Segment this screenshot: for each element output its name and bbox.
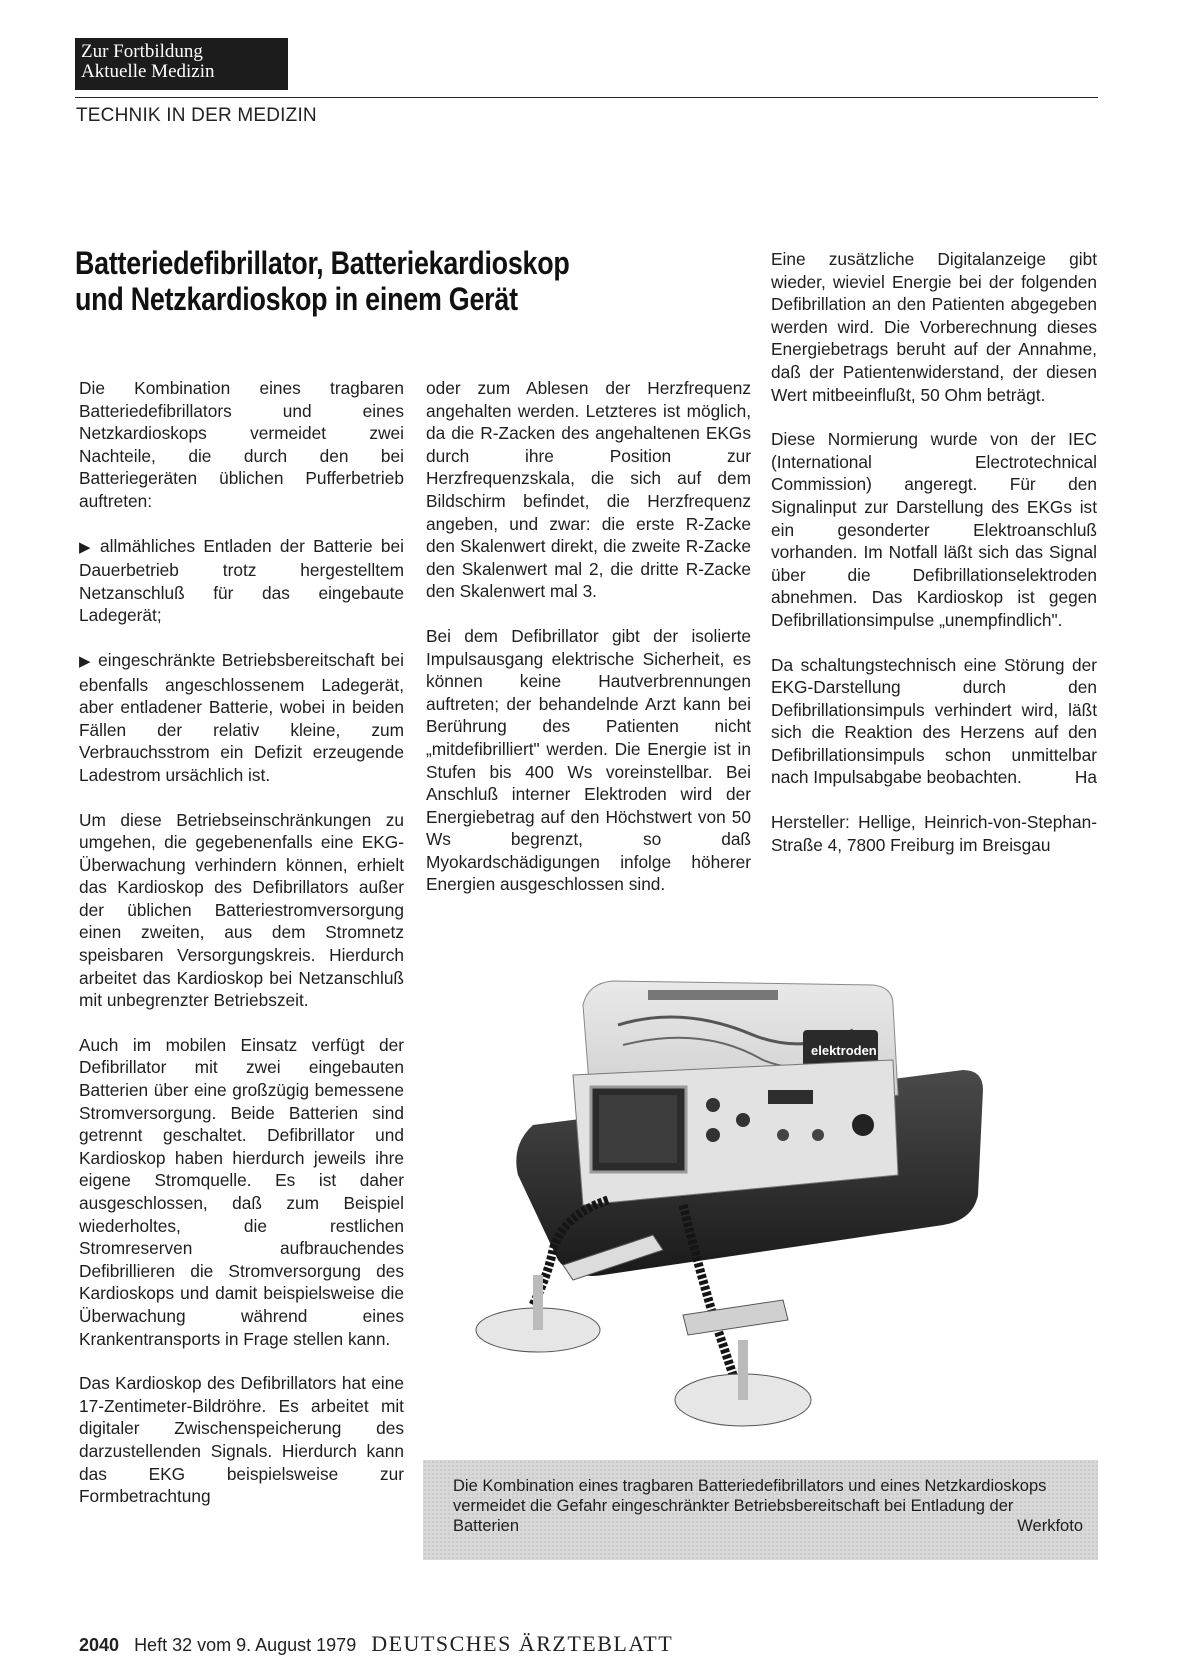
page-number: 2040 bbox=[79, 1635, 120, 1655]
column-2 bbox=[426, 377, 751, 896]
title-line2: und Netzkardioskop in einem Gerät bbox=[75, 281, 518, 317]
article-title bbox=[75, 245, 596, 317]
electrode-pack-label: elektroden bbox=[811, 1043, 877, 1058]
column-1 bbox=[79, 377, 404, 1508]
device-photo bbox=[423, 975, 1098, 1458]
bullet-text-2: eingeschränkte Betriebsbereitschaft bei ebenfalls angeschlossenem Ladegerät, aber entladener Batterie, wobei in beiden Fällen der relativ kleine, zum Verbrauchsstrom ein Defizit erzeugende Ladestrom ursächlich ist. bbox=[79, 649, 404, 785]
rubric: TECHNIK IN DER MEDIZIN bbox=[76, 105, 317, 126]
title-line1: Batteriedefibrillator, Batteriekardioskop bbox=[75, 245, 570, 281]
column-3 bbox=[771, 248, 1097, 856]
photo-credit: Werkfoto bbox=[1017, 1517, 1083, 1535]
bullet-text-1: allmähliches Entladen der Batterie bei Dauerbetrieb trotz hergestelltem Netzanschluß für das eingebaute Ladegerät; bbox=[79, 535, 404, 626]
manufacturer-note: Hersteller: Hellige, Heinrich-von-Stephan-Straße 4, 7800 Freiburg im Breisgau bbox=[771, 812, 1097, 855]
author-signature: Ha bbox=[1074, 767, 1097, 788]
journal-name: DEUTSCHES ÄRZTEBLATT bbox=[371, 1631, 674, 1656]
intro-paragraph: Die Kombination eines tragbaren Batteriedefibrillators und eines Netzkardioskops vermeidet zwei Nachteile, die durch den bei Batteriegeräten üblichen Pufferbetrieb auftreten: bbox=[79, 378, 404, 511]
paragraph: Auch im mobilen Einsatz verfügt der Defibrillator mit zwei eingebauten Batterien über eine großzügig bemessene Stromversorgung. Beide Batterien sind getrennt geschaltet. Defibrillator und Kardioskop haben hierdurch jeweils ihre eigene Stromquelle. Es ist daher ausgeschlossen, daß zum Beispiel wiederholtes, die restlichen Stromreserven aufbrauchendes Defibrillieren die Stromversorgung des Kardioskops und damit beispielsweise die Überwachung während eines Krankentransports in Frage stellen kann. bbox=[79, 1034, 404, 1349]
triangle-bullet-icon: ▶ bbox=[79, 652, 93, 670]
caption-text: Die Kombination eines tragbaren Batteriedefibrillators und eines Netzkardioskops vermeidet die Gefahr eingeschränkter Betriebsbereitschaft bei Entladung der Batterien bbox=[453, 1477, 1047, 1535]
issue-info: Heft 32 vom 9. August 1979 bbox=[134, 1635, 357, 1655]
paragraph: Das Kardioskop des Defibrillators hat eine 17-Zentimeter-Bildröhre. Es arbeitet mit digitaler Zwischenspeicherung des darzustellenden Signals. Hierdurch kann das EKG beispielsweise zur Formbetrachtung bbox=[79, 1373, 404, 1507]
paragraph: Bei dem Defibrillator gibt der isolierte Impulsausgang elektrische Sicherheit, es können keine Hautverbrennungen auftreten; der behandelnde Arzt kann bei Berührung des Patienten nicht „mitdefibrilliert" werden. Die Energie ist in Stufen bis 400 Ws voreinstellbar. Bei Anschluß interner Elektroden wird der Energiebetrag auf den Höchstwert von 50 Ws begrenzt, so daß Myokardschädigungen infolge höherer Energien ausgeschlossen sind. bbox=[426, 625, 751, 895]
section-label-box bbox=[75, 38, 288, 90]
page-footer bbox=[79, 1631, 673, 1657]
paragraph bbox=[771, 654, 1097, 790]
paragraph-text: Da schaltungstechnisch eine Störung der EKG-Darstellung durch den Defibrillationsimpuls verhindert wird, läßt sich die Reaktion des Herzens auf den Defibrillationsimpuls schon unmittelbar nach Impulsabgabe beobachten. bbox=[771, 654, 1097, 788]
header-rule bbox=[75, 97, 1098, 98]
paragraph: Diese Normierung wurde von der IEC (International Electrotechnical Commission) angeregt. Für den Signalinput zur Darstellung des EKGs ist ein gesonderter Elektroanschluß vorhanden. Im Notfall läßt sich das Signal über die Defibrillationselektroden abnehmen. Das Kardioskop ist gegen Defibrillationsimpulse „unempfindlich". bbox=[771, 429, 1097, 630]
bullet-item-2 bbox=[79, 649, 404, 787]
paragraph: Um diese Betriebseinschränkungen zu umgehen, die gegebenenfalls eine EKG-Überwachung verhindern können, erhielt das Kardioskop des Defibrillators außer der üblichen Batteriestromversorgung einen zweiten, aus dem Stromnetz speisbaren Versorgungskreis. Hierdurch arbeitet das Kardioskop bei Netzanschluß mit unbegrenzter Betriebszeit. bbox=[79, 809, 404, 1011]
bullet-item-1 bbox=[79, 535, 404, 627]
section-label-line1: Zur Fortbildung bbox=[81, 41, 203, 62]
paragraph: oder zum Ablesen der Herzfrequenz angehalten werden. Letzteres ist möglich, da die R-Zacken des angehaltenen EKGs durch ihre Position zur Herzfrequenzskala, die sich auf dem Bildschirm befindet, die Herzfrequenz angeben, und zwar: die erste R-Zacke den Skalenwert direkt, die zweite R-Zacke den Skalenwert mal 2, die dritte R-Zacke den Skalenwert mal 3. bbox=[426, 378, 751, 602]
defibrillator-illustration bbox=[423, 975, 1098, 1458]
triangle-bullet-icon: ▶ bbox=[79, 538, 95, 556]
figure-caption bbox=[453, 1476, 1083, 1536]
paragraph: Eine zusätzliche Digitalanzeige gibt wieder, wieviel Energie bei der folgenden Defibrillation an den Patienten abgegeben werden wird. Die Vorberechnung dieses Energiebetrags beruht auf der Annahme, daß der Patientenwiderstand, der diesen Wert mitbeeinflußt, 50 Ohm beträgt. bbox=[771, 249, 1097, 405]
section-label-line2: Aktuelle Medizin bbox=[81, 61, 215, 82]
